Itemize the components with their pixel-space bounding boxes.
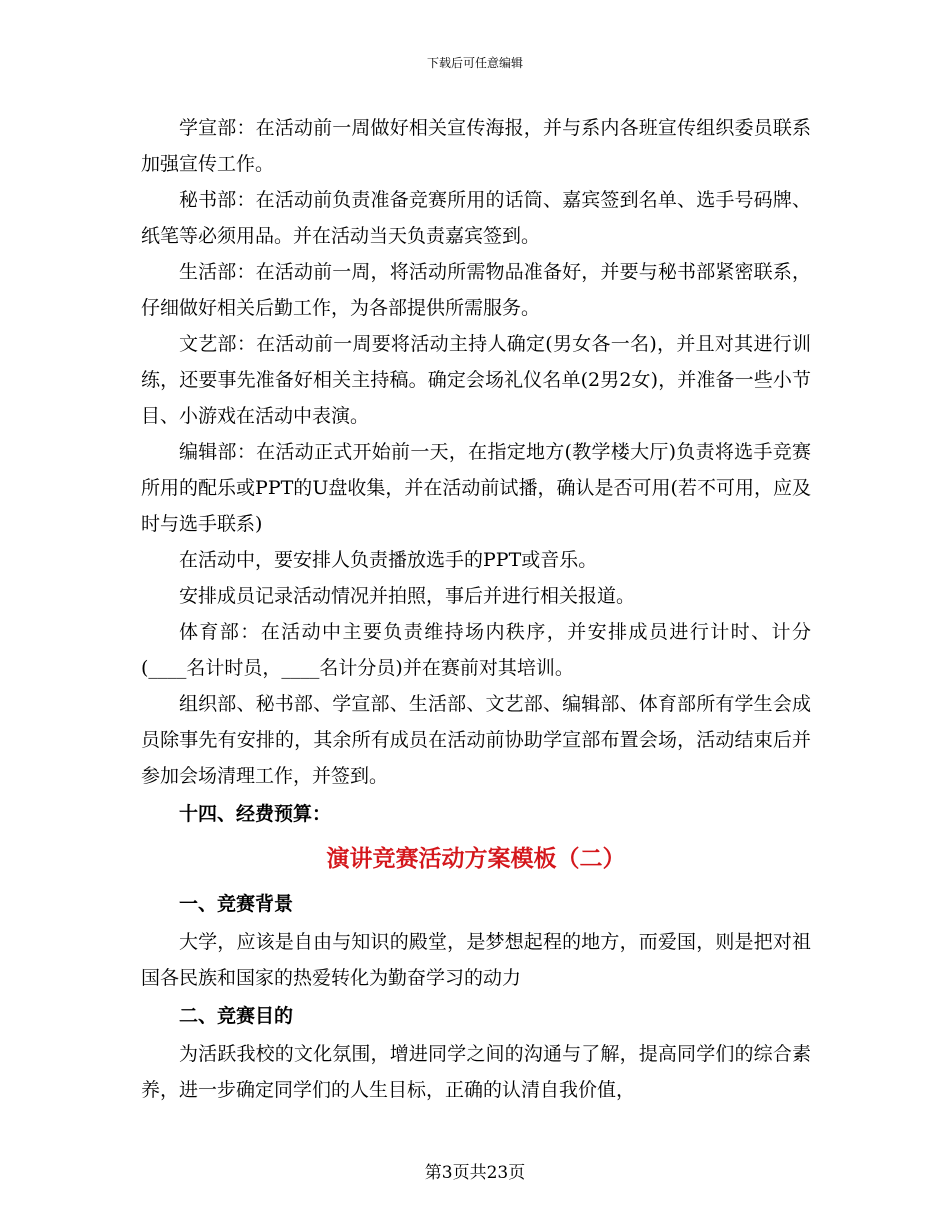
page-header-note: 下载后可任意编辑 <box>426 56 523 70</box>
page-number: 第3页共23页 <box>424 1163 526 1183</box>
section-budget-heading: 十四、经费预算： <box>179 803 332 825</box>
section2-heading: 二、竞赛目的 <box>179 1005 294 1027</box>
paragraph-playback: 在活动中，要安排人负责播放选手的PPT或音乐。 <box>179 549 598 571</box>
paragraph-photography: 安排成员记录活动情况并拍照，事后并进行相关报道。 <box>179 585 636 607</box>
paragraph-sports-dept: 体育部：在活动中主要负责维持场内秩序，并安排成员进行计时、计分(____名计时员，____名计分员)并在赛前对其培训。 <box>141 621 811 679</box>
paragraph-publicity-dept: 学宣部：在活动前一周做好相关宣传海报，并与系内各班宣传组织委员联系加强宣传工作。 <box>141 117 811 175</box>
document-body <box>141 110 811 1108</box>
paragraph-secretary-dept: 秘书部：在活动前负责准备竞赛所用的话筒、嘉宾签到名单、选手号码牌、纸笔等必须用品。并在活动当天负责嘉宾签到。 <box>141 189 811 247</box>
section2-text: 为活跃我校的文化氛围，增进同学之间的沟通与了解，提高同学们的综合素养，进一步确定同学们的人生目标，正确的认清自我价值， <box>141 1043 811 1101</box>
section1-heading: 一、竞赛背景 <box>179 893 294 915</box>
document-title: 演讲竞赛活动方案模板（二） <box>326 846 626 872</box>
paragraph-editing-dept: 编辑部：在活动正式开始前一天，在指定地方(教学楼大厅)负责将选手竞赛所用的配乐或PPT的U盘收集，并在活动前试播，确认是否可用(若不可用，应及时与选手联系) <box>141 441 811 535</box>
paragraph-life-dept: 生活部：在活动前一周，将活动所需物品准备好，并要与秘书部紧密联系，仔细做好相关后勤工作，为各部提供所需服务。 <box>141 261 811 319</box>
section1-text: 大学，应该是自由与知识的殿堂，是梦想起程的地方，而爱国，则是把对祖国各民族和国家的热爱转化为勤奋学习的动力 <box>141 931 811 989</box>
paragraph-all-members: 组织部、秘书部、学宣部、生活部、文艺部、编辑部、体育部所有学生会成员除事先有安排的，其余所有成员在活动前协助学宣部布置会场，活动结束后并参加会场清理工作，并签到。 <box>141 693 811 787</box>
paragraph-arts-dept: 文艺部：在活动前一周要将活动主持人确定(男女各一名)，并且对其进行训练，还要事先准备好相关主持稿。确定会场礼仪名单(2男2女)，并准备一些小节目、小游戏在活动中表演。 <box>141 333 811 427</box>
